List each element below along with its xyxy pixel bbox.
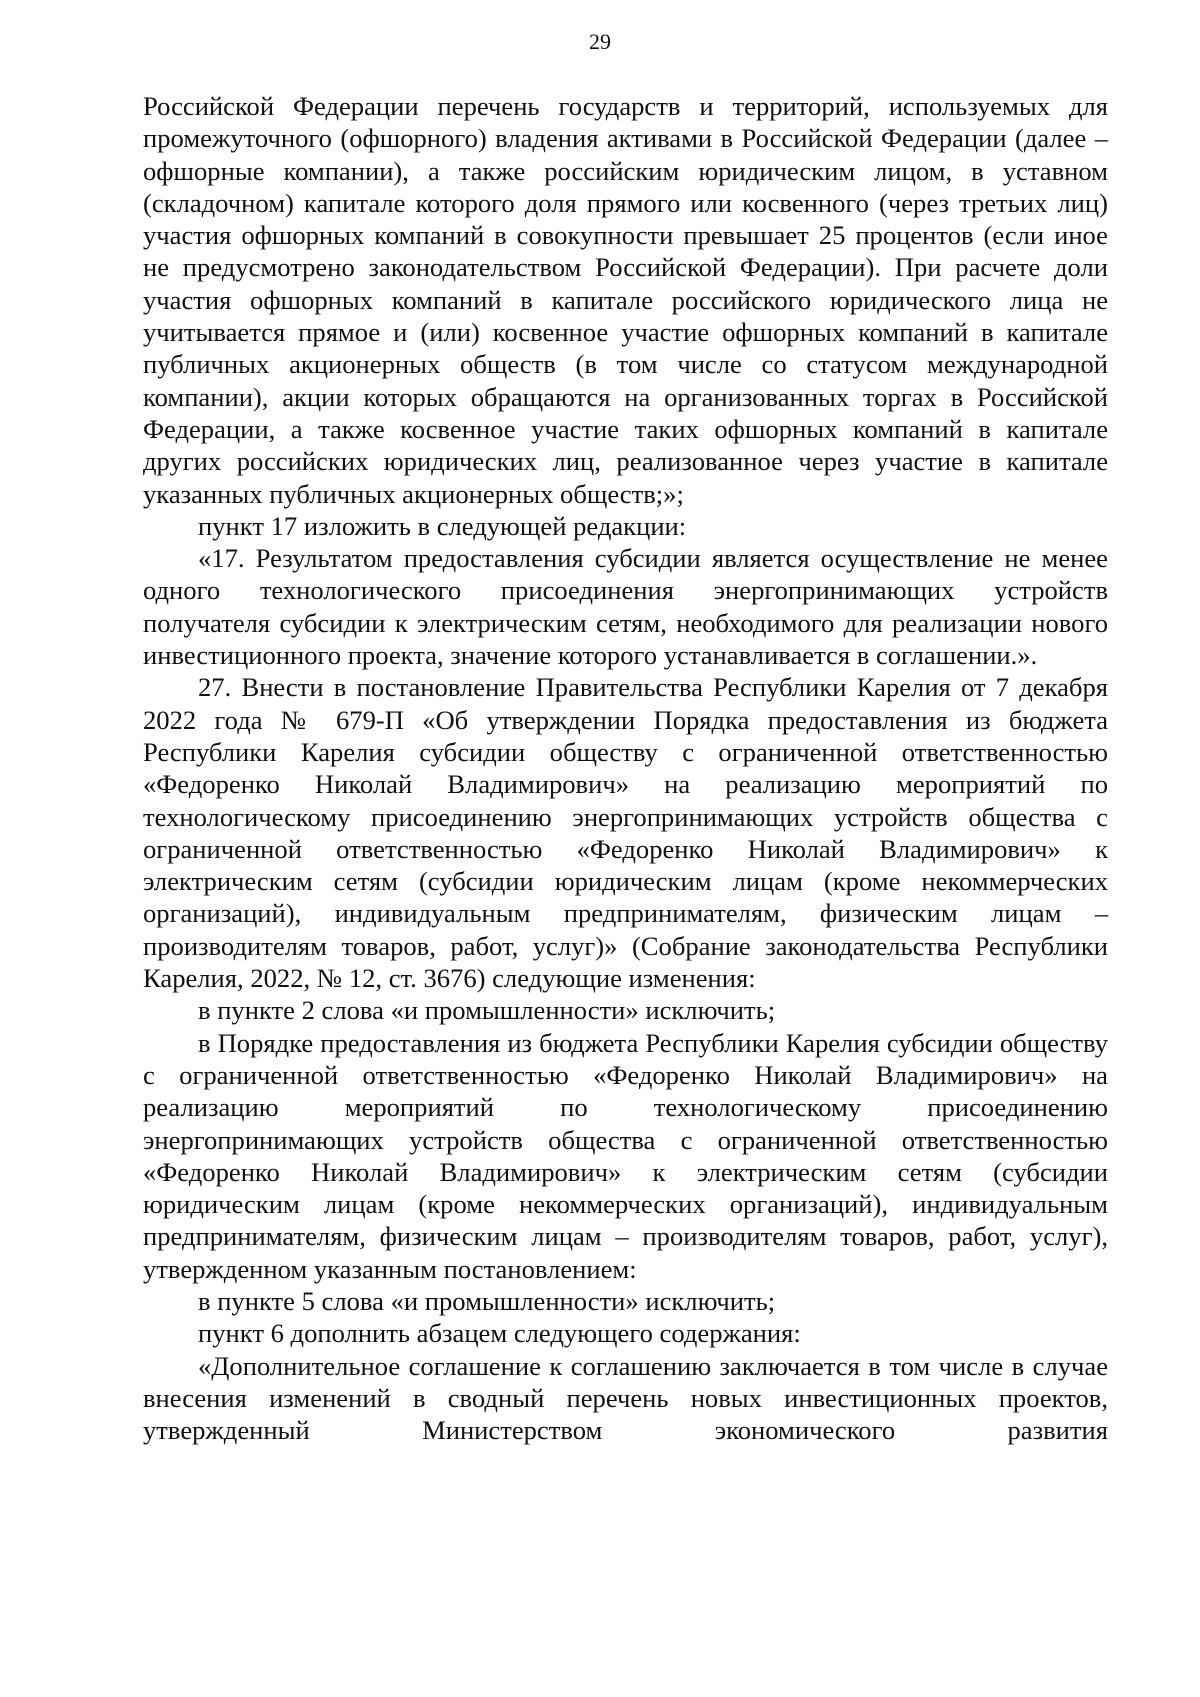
paragraph-item-17-text: «17. Результатом предоставления субсидии является осуществление не менее одного технологического присоединения энергопринимающих устройств получателя субсидии к электрическим сетям, необходимого для реализации нового инвестиционного проекта, значение которого устанавливается в соглашении.». (143, 543, 1108, 671)
paragraph-point-6-addition: пункт 6 дополнить абзацем следующего содержания: (198, 1318, 801, 1349)
paragraph-point-5-change: в пункте 5 слова «и промышленности» исключить; (198, 1285, 776, 1316)
document-body (143, 90, 1108, 1446)
paragraph-procedure-changes: в Порядке предоставления из бюджета Республики Карелия субсидии обществу с ограниченной ответственностью «Федоренко Николай Владимирович» на реализацию мероприятий по технологическому присоединению энергопринимающих устройств общества с ограниченной ответственностью «Федоренко Николай Владимирович» к электрическим сетям (субсидии юридическим лицам (кроме некоммерческих организаций), индивидуальным предпринимателям, физическим лицам – производителям товаров, работ, услуг), утвержденном указанным постановлением: (143, 1027, 1108, 1284)
paragraph-offshore-definition: Российской Федерации перечень государств и территорий, используемых для промежуточного (офшорного) владения активами в Российской Федерации (далее – офшорные компании), а также российским юридическим лицом, в уставном (складочном) капитале которого доля прямого или косвенного (через третьих лиц) участия офшорных компаний в совокупности превышает 25 процентов (если иное не предусмотрено законодательством Российской Федерации). При расчете доли участия офшорных компаний в капитале российского юридического лица не учитывается прямое и (или) косвенное участие офшорных компаний в капитале публичных акционерных обществ (в том числе со статусом международной компании), акции которых обращаются на организованных торгах в Российской Федерации, а также косвенное участие таких офшорных компаний в капитале других российских юридических лиц, реализованное через участие в капитале указанных публичных акционерных обществ;»; (143, 91, 1108, 509)
paragraph-point-2-change: в пункте 2 слова «и промышленности» исключить; (198, 995, 776, 1026)
paragraph-additional-agreement: «Дополнительное соглашение к соглашению заключается в том числе в случае внесения изменений в сводный перечень новых инвестиционных проектов, утвержденный Министерством экономического развития (143, 1350, 1108, 1446)
paragraph-item-27: 27. Внести в постановление Правительства Республики Карелия от 7 декабря 2022 года № 679-П «Об утверждении Порядка предоставления из бюджета Республики Карелия субсидии обществу с ограниченной ответственностью «Федоренко Николай Владимирович» на реализацию мероприятий по технологическому присоединению энергопринимающих устройств общества с ограниченной ответственностью «Федоренко Николай Владимирович» к электрическим сетям (субсидии юридическим лицам (кроме некоммерческих организаций), индивидуальным предпринимателям, физическим лицам – производителям товаров, работ, услуг)» (Собрание законодательства Республики Карелия, 2022, № 12, ст. 3676) следующие изменения: (143, 672, 1108, 994)
paragraph-item-17-intro: пункт 17 изложить в следующей редакции: (198, 510, 687, 541)
page-number: 29 (589, 29, 611, 54)
